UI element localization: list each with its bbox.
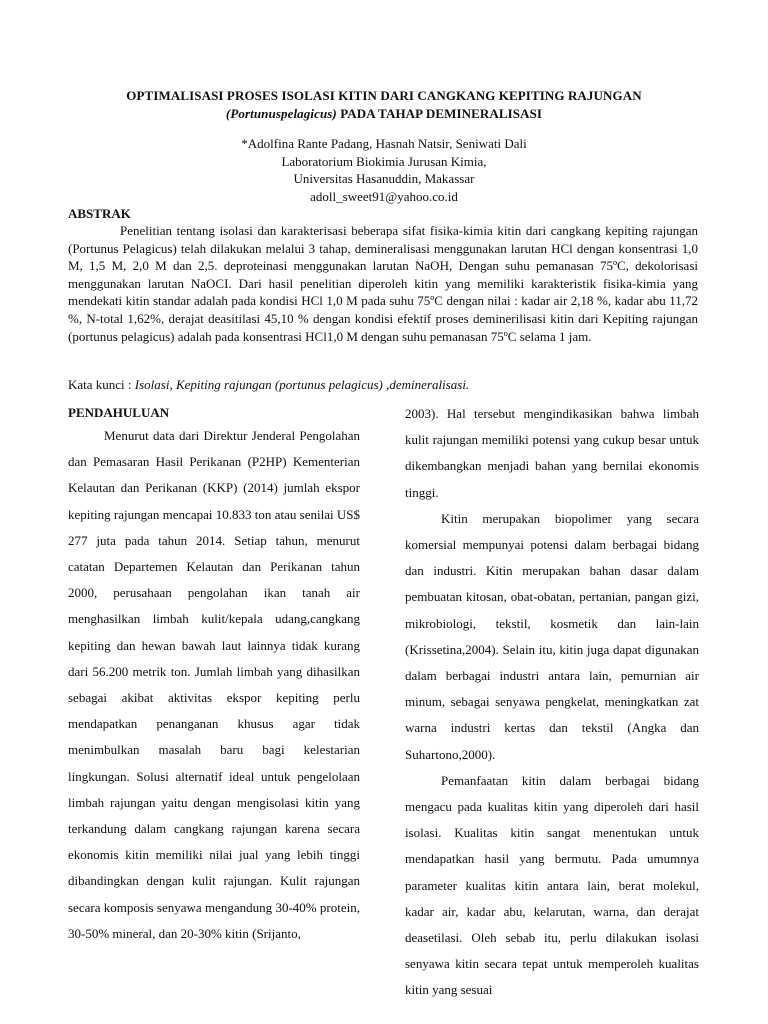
abstract-body: Penelitian tentang isolasi dan karakterisasi beberapa sifat fisika-kimia kitin dari cangkang kepiting rajungan (Portunus Pelagicus) telah dilakukan melalui 3 tahap, demineralisasi menggunakan larutan HCl dengan konsentrasi 1,0 M, 1,5 M, 2,0 M dan 2,5. deproteinasi menggunakan larutan NaOH, Dengan suhu pemanasan 75ºC, dekolorisasi menggunakan larutan NaOCI. Dari hasil penelitian diperoleh kitin yang memiliki karakteristik fisika-kimia yang mendekati kitin standar adalah pada kondisi HCl 1,0 M pada suhu 75ºC dengan nilai : kadar air 2,18 %, kadar abu 11,72 %, N-total 1,62%, derajat deasitilasi 45,10 % dengan kondisi efektif proses deminerilisasi kitin dari Kepiting rajungan (portunus pelagicus) adalah pada konsentrasi HCl1,0 M dengan suhu pemanasan 75ºC selama 1 jam. bbox=[68, 223, 698, 344]
right-column bbox=[405, 401, 699, 1004]
author-email: adoll_sweet91@yahoo.co.id bbox=[310, 189, 458, 204]
intro-paragraph-3: Pemanfaatan kitin dalam berbagai bidang mengacu pada kualitas kitin yang diperoleh dari hasil isolasi. Kualitas kitin sangat menentukan untuk mendapatkan hasil yang bermutu. Pada umumnya parameter kualitas kitin antara lain, berat molekul, kadar air, kadar abu, kelarutan, warna, dan derajat deasetilasi. Oleh sebab itu, perlu dilakukan isolasi senyawa kitin secara tepat untuk memperoleh kualitas kitin yang sesuai bbox=[405, 772, 699, 998]
paper-title-line-2 bbox=[60, 106, 708, 122]
keywords-label: Kata kunci : bbox=[68, 377, 135, 392]
author-list: *Adolfina Rante Padang, Hasnah Natsir, Seniwati Dali bbox=[241, 136, 527, 151]
paragraph bbox=[405, 401, 699, 506]
intro-paragraph-2: Kitin merupakan biopolimer yang secara komersial mempunyai potensi dalam berbagai bidang dan industri. Kitin merupakan bahan dasar dalam pembuatan kitosan, obat-obatan, pertanian, pangan gizi, mikrobiologi, tekstil, kosmetik dan lain-lain (Krissetina,2004). Selain itu, kitin juga dapat digunakan dalam berbagai industri antara lain, pemurnian air minum, sebagai senyawa pengkelat, meningkatkan zat warna industri kertas dan tekstil (Angka dan Suhartono,2000). bbox=[405, 510, 699, 762]
paper-title-line-1: OPTIMALISASI PROSES ISOLASI KITIN DARI CANGKANG KEPITING RAJUNGAN bbox=[126, 88, 642, 103]
keywords-list: Isolasi, Kepiting rajungan (portunus pelagicus) ,demineralisasi. bbox=[134, 377, 470, 392]
intro-paragraph-1-cont: 2003). Hal tersebut mengindikasikan bahwa limbah kulit rajungan memiliki potensi yang cukup besar untuk dikembangkan menjadi bahan yang bernilai ekonomis tinggi. bbox=[405, 406, 699, 500]
paragraph bbox=[405, 768, 699, 1004]
affiliation-line-2: Universitas Hasanuddin, Makassar bbox=[293, 171, 475, 186]
left-column bbox=[68, 423, 360, 947]
affiliation-line-1: Laboratorium Biokimia Jurusan Kimia, bbox=[281, 154, 487, 169]
title-rest: PADA TAHAP DEMINERALISASI bbox=[336, 106, 543, 121]
paragraph bbox=[68, 423, 360, 947]
introduction-heading: PENDAHULUAN bbox=[68, 405, 170, 420]
intro-paragraph-1: Menurut data dari Direktur Jenderal Pengolahan dan Pemasaran Hasil Perikanan (P2HP) Kementerian Kelautan dan Perikanan (KKP) (2014) jumlah ekspor kepiting rajungan mencapai 10.833 ton atau senilai US$ 277 juta pada tahun 2014. Setiap tahun, menurut catatan Departemen Kelautan dan Perikanan tahun 2000, perusahaan pengolahan ikan tanah air menghasilkan limbah kulit/kepala udang,cangkang kepiting dan hewan bawah laut lainnya tidak kurang dari 56.200 metrik ton. Jumlah limbah yang dihasilkan sebagai akibat aktivitas ekspor kepiting perlu mendapatkan penanganan khusus agar tidak menimbulkan masalah baru bagi kelestarian lingkungan. Solusi alternatif ideal untuk pengelolaan limbah rajungan yaitu dengan mengisolasi kitin yang terkandung dalam cangkang rajungan karena secara ekonomis kitin memiliki nilai jual yang lebih tinggi dibandingkan dengan kulit rajungan. Kulit rajungan secara komposis senyawa mengandung 30-40% protein, 30-50% mineral, dan 20-30% kitin (Srijanto, bbox=[68, 428, 360, 941]
abstract-heading: ABSTRAK bbox=[68, 206, 131, 221]
keywords bbox=[68, 377, 698, 393]
species-name: (Portunuspelagicus) bbox=[225, 106, 337, 121]
abstract-text bbox=[68, 222, 698, 345]
paragraph bbox=[405, 506, 699, 768]
